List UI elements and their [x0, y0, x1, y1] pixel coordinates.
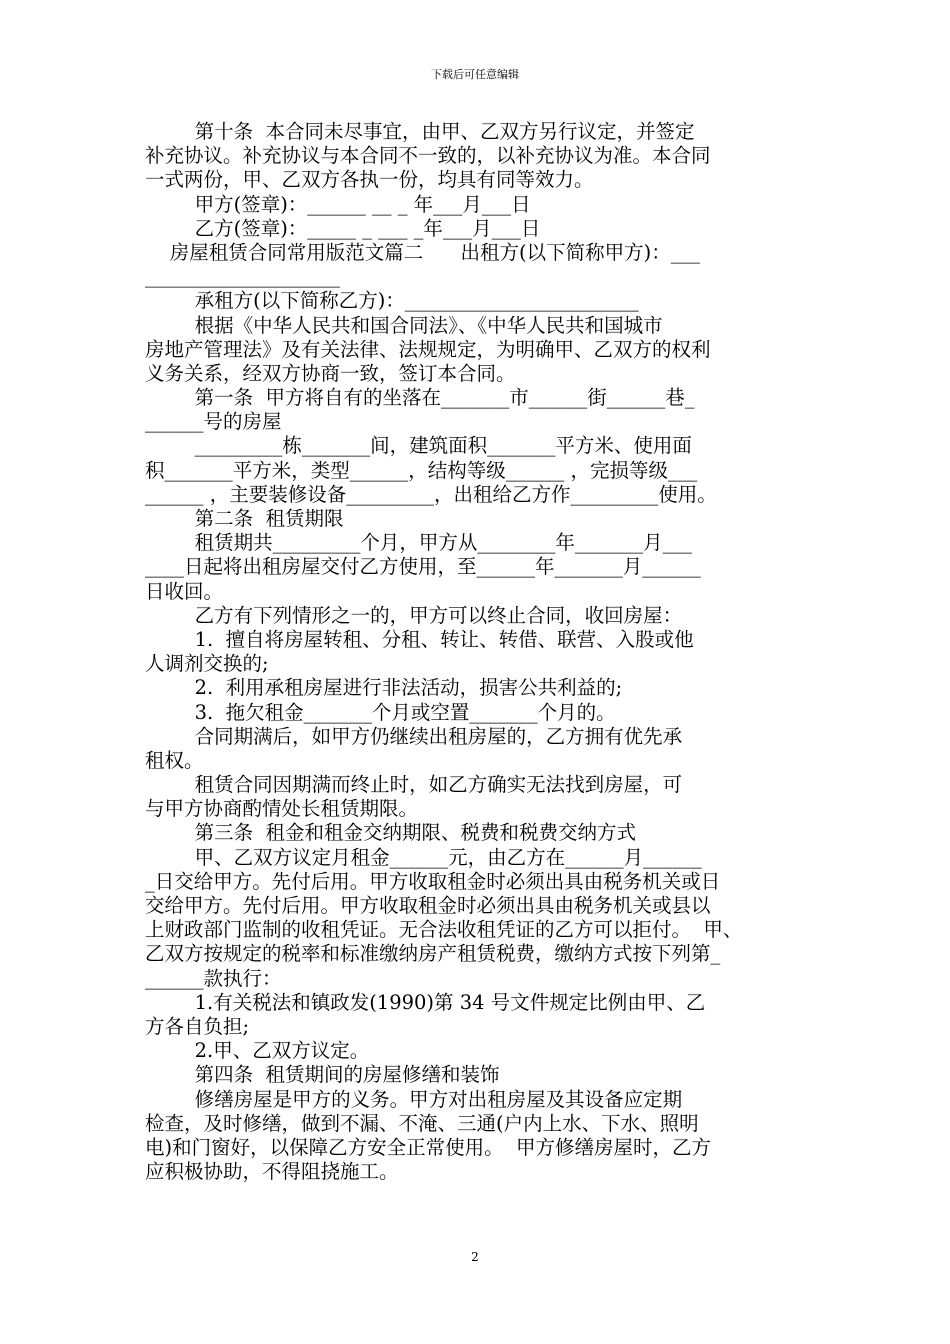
text-line: 2.甲、乙双方议定。 — [145, 1039, 370, 1063]
text-line: 积_______平方米，类型______，结构等级______ ，完损等级___ — [145, 458, 698, 482]
text-line: 第一条 甲方将自有的坐落在_______市______街______巷_ — [145, 386, 695, 410]
text-line: ______款执行： — [145, 966, 282, 990]
text-line: 2. 利用承租房屋进行非法活动，损害公共利益的; — [145, 676, 623, 700]
text-line: 与甲方协商酌情处长租赁期限。 — [145, 797, 419, 821]
text-line: 电)和门窗好，以保障乙方安全正常使用。 甲方修缮房屋时，乙方 — [145, 1135, 712, 1159]
text-line: 房地产管理法》及有关法律、法规规定，为明确甲、乙双方的权利 — [145, 337, 711, 361]
text-line: 3. 拖欠租金_______个月或空置_______个月的。 — [145, 700, 616, 724]
text-line: 甲方(签章)：______ __ _ 年___月___日 — [145, 192, 531, 216]
text-line: 补充协议。补充协议与本合同不一致的，以补充协议为准。本合同 — [145, 144, 711, 168]
page-number: 2 — [471, 1250, 479, 1264]
text-line: 义务关系，经双方协商一致，签订本合同。 — [145, 361, 516, 385]
text-line: 合同期满后，如甲方仍继续出租房屋的，乙方拥有优先承 — [145, 724, 683, 748]
text-line: 乙方(签章)：_____ _ ___ _年___月___日 — [145, 216, 541, 240]
text-line: 第二条 租赁期限 — [145, 507, 344, 530]
text-line: 租赁期共_________个月，甲方从________年_______月___ — [145, 531, 692, 555]
text-line: 应积极协助，不得阻挠施工。 — [145, 1160, 399, 1184]
text-line: 日收回。 — [145, 579, 224, 603]
text-line: 租赁合同因期满而终止时，如乙方确实无法找到房屋，可 — [145, 773, 683, 797]
text-line: 方各自负担; — [145, 1014, 250, 1038]
text-line: ____________________ — [145, 265, 340, 289]
text-line: _日交给甲方。先付后用。甲方收取租金时必须出具由税务机关或日 — [145, 869, 721, 893]
text-line: 租权。 — [145, 748, 204, 772]
document-body — [145, 120, 805, 1184]
text-line: 房屋租赁合同常用版范文篇二 出租方(以下简称甲方)：___ — [145, 240, 700, 264]
text-line: ____日起将出租房屋交付乙方使用，至______年_______月______ — [145, 555, 701, 579]
text-line: 修缮房屋是甲方的义务。甲方对出租房屋及其设备应定期 — [145, 1087, 683, 1111]
text-line: 第十条 本合同未尽事宜，由甲、乙双方另行议定，并签定 — [145, 120, 695, 143]
text-line: 检查，及时修缮，做到不漏、不淹、三通(户内上水、下水、照明 — [145, 1111, 699, 1135]
text-line: 乙双方按规定的税率和标准缴纳房产租赁税费，缴纳方式按下列第_ — [145, 942, 721, 966]
text-line: ______号的房屋 — [145, 410, 282, 434]
text-line: 人调剂交换的; — [145, 652, 269, 676]
text-line: 交给甲方。先付后用。甲方收取租金时必须出具由税务机关或县以 — [145, 894, 711, 917]
text-line: 乙方有下列情形之一的，甲方可以终止合同，收回房屋： — [145, 603, 683, 627]
text-line: 上财政部门监制的收租凭证。无合法收租凭证的乙方可以拒付。 甲、 — [145, 918, 743, 942]
text-line: 甲、乙双方议定月租金______元，由乙方在______月______ — [145, 845, 702, 869]
text-line: 一式两份，甲、乙双方各执一份，均具有同等效力。 — [145, 168, 594, 192]
text-line: 第三条 租金和租金交纳期限、税费和税费交纳方式 — [145, 821, 636, 845]
text-line: 根据《中华人民共和国合同法》、《中华人民共和国城市 — [145, 313, 663, 337]
text-line: 1. 擅自将房屋转租、分租、转让、转借、联营、入股或他 — [145, 627, 694, 651]
text-line: ______ ，主要装修设备_________，出租给乙方作_________使用。 — [145, 482, 717, 506]
text-line: 1.有关税法和镇政发(1990)第 34 号文件规定比例由甲、乙 — [145, 990, 706, 1014]
text-line: 第四条 租赁期间的房屋修缮和装饰 — [145, 1063, 500, 1087]
text-line: 承租方(以下简称乙方)：________________________ — [145, 289, 639, 313]
text-line: _________栋_______间，建筑面积_______平方米、使用面 — [145, 434, 692, 458]
page-header: 下载后可任意编辑 — [431, 68, 519, 81]
